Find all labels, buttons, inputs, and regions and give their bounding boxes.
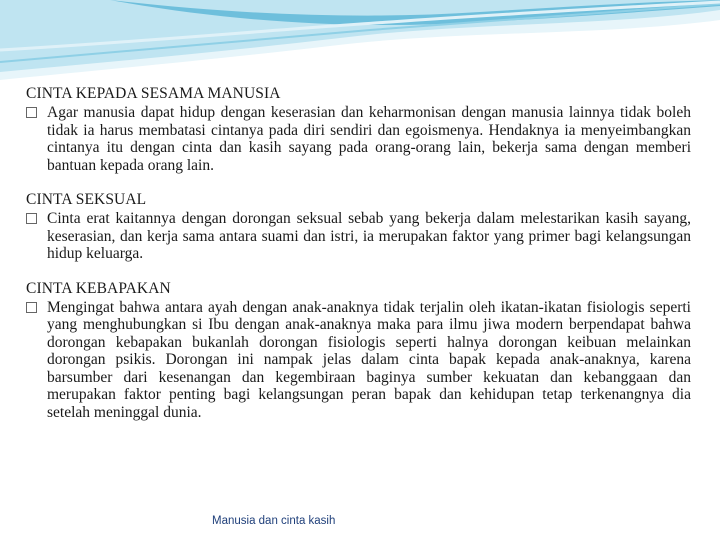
header-wave-decoration: [0, 0, 720, 90]
bullet-item: [26, 299, 691, 422]
section-text: Agar manusia dapat hidup dengan keserasian dan keharmonisan dengan manusia lainnya tidak boleh tidak ia harus membatasi cintanya pada diri sendiri dan egoismenya. Hendaknya ia menyeimbangkan cintanya itu dengan cinta dan kasih sayang pada orang-orang lain, bekerja sama dengan memberi bantuan kepada orang lain.: [47, 104, 691, 174]
bullet-item: [26, 210, 691, 263]
slide-content: [26, 84, 691, 437]
slide-footer: Manusia dan cinta kasih: [212, 515, 336, 527]
square-bullet-icon: [26, 107, 37, 118]
section-heading: CINTA SEKSUAL: [26, 191, 147, 208]
bullet-item: [26, 104, 691, 174]
section-text: Cinta erat kaitannya dengan dorongan seksual sebab yang bekerja dalam melestarikan kasih sayang, keserasian, dan kerja sama antara suami dan istri, ia merupakan faktor yang primer bagi kelangsungan hidup keluarga.: [47, 210, 691, 262]
section-cinta-seksual: [26, 190, 691, 263]
square-bullet-icon: [26, 302, 37, 313]
section-heading: CINTA KEBAPAKAN: [26, 279, 171, 297]
section-cinta-kebapakan: [26, 279, 691, 422]
section-heading: CINTA KEPADA SESAMA MANUSIA: [26, 85, 281, 102]
section-text: Mengingat bahwa antara ayah dengan anak-anaknya tidak terjalin oleh ikatan-ikatan fisiologis seperti yang menghubungkan si Ibu dengan anak-anaknya maka para ilmu jiwa modern berpendapat bahwa dorongan kebapakan bukanlah dorongan fisiologis seperti halnya dorongan keibuan melainkan dorongan psikis. Dorongan ini nampak jelas dalam cinta bapak kepada anak-anaknya, karena barsumber dari kesenangan dan kegembiraan baginya sumber kekuatan dan kebanggaan dan merupakan faktor penting bagi kelangsungan peran bapak dan kehidupan tetap terkenangnya dia setelah meninggal dunia.: [47, 298, 691, 421]
section-cinta-sesama-manusia: [26, 84, 691, 174]
square-bullet-icon: [26, 213, 37, 224]
